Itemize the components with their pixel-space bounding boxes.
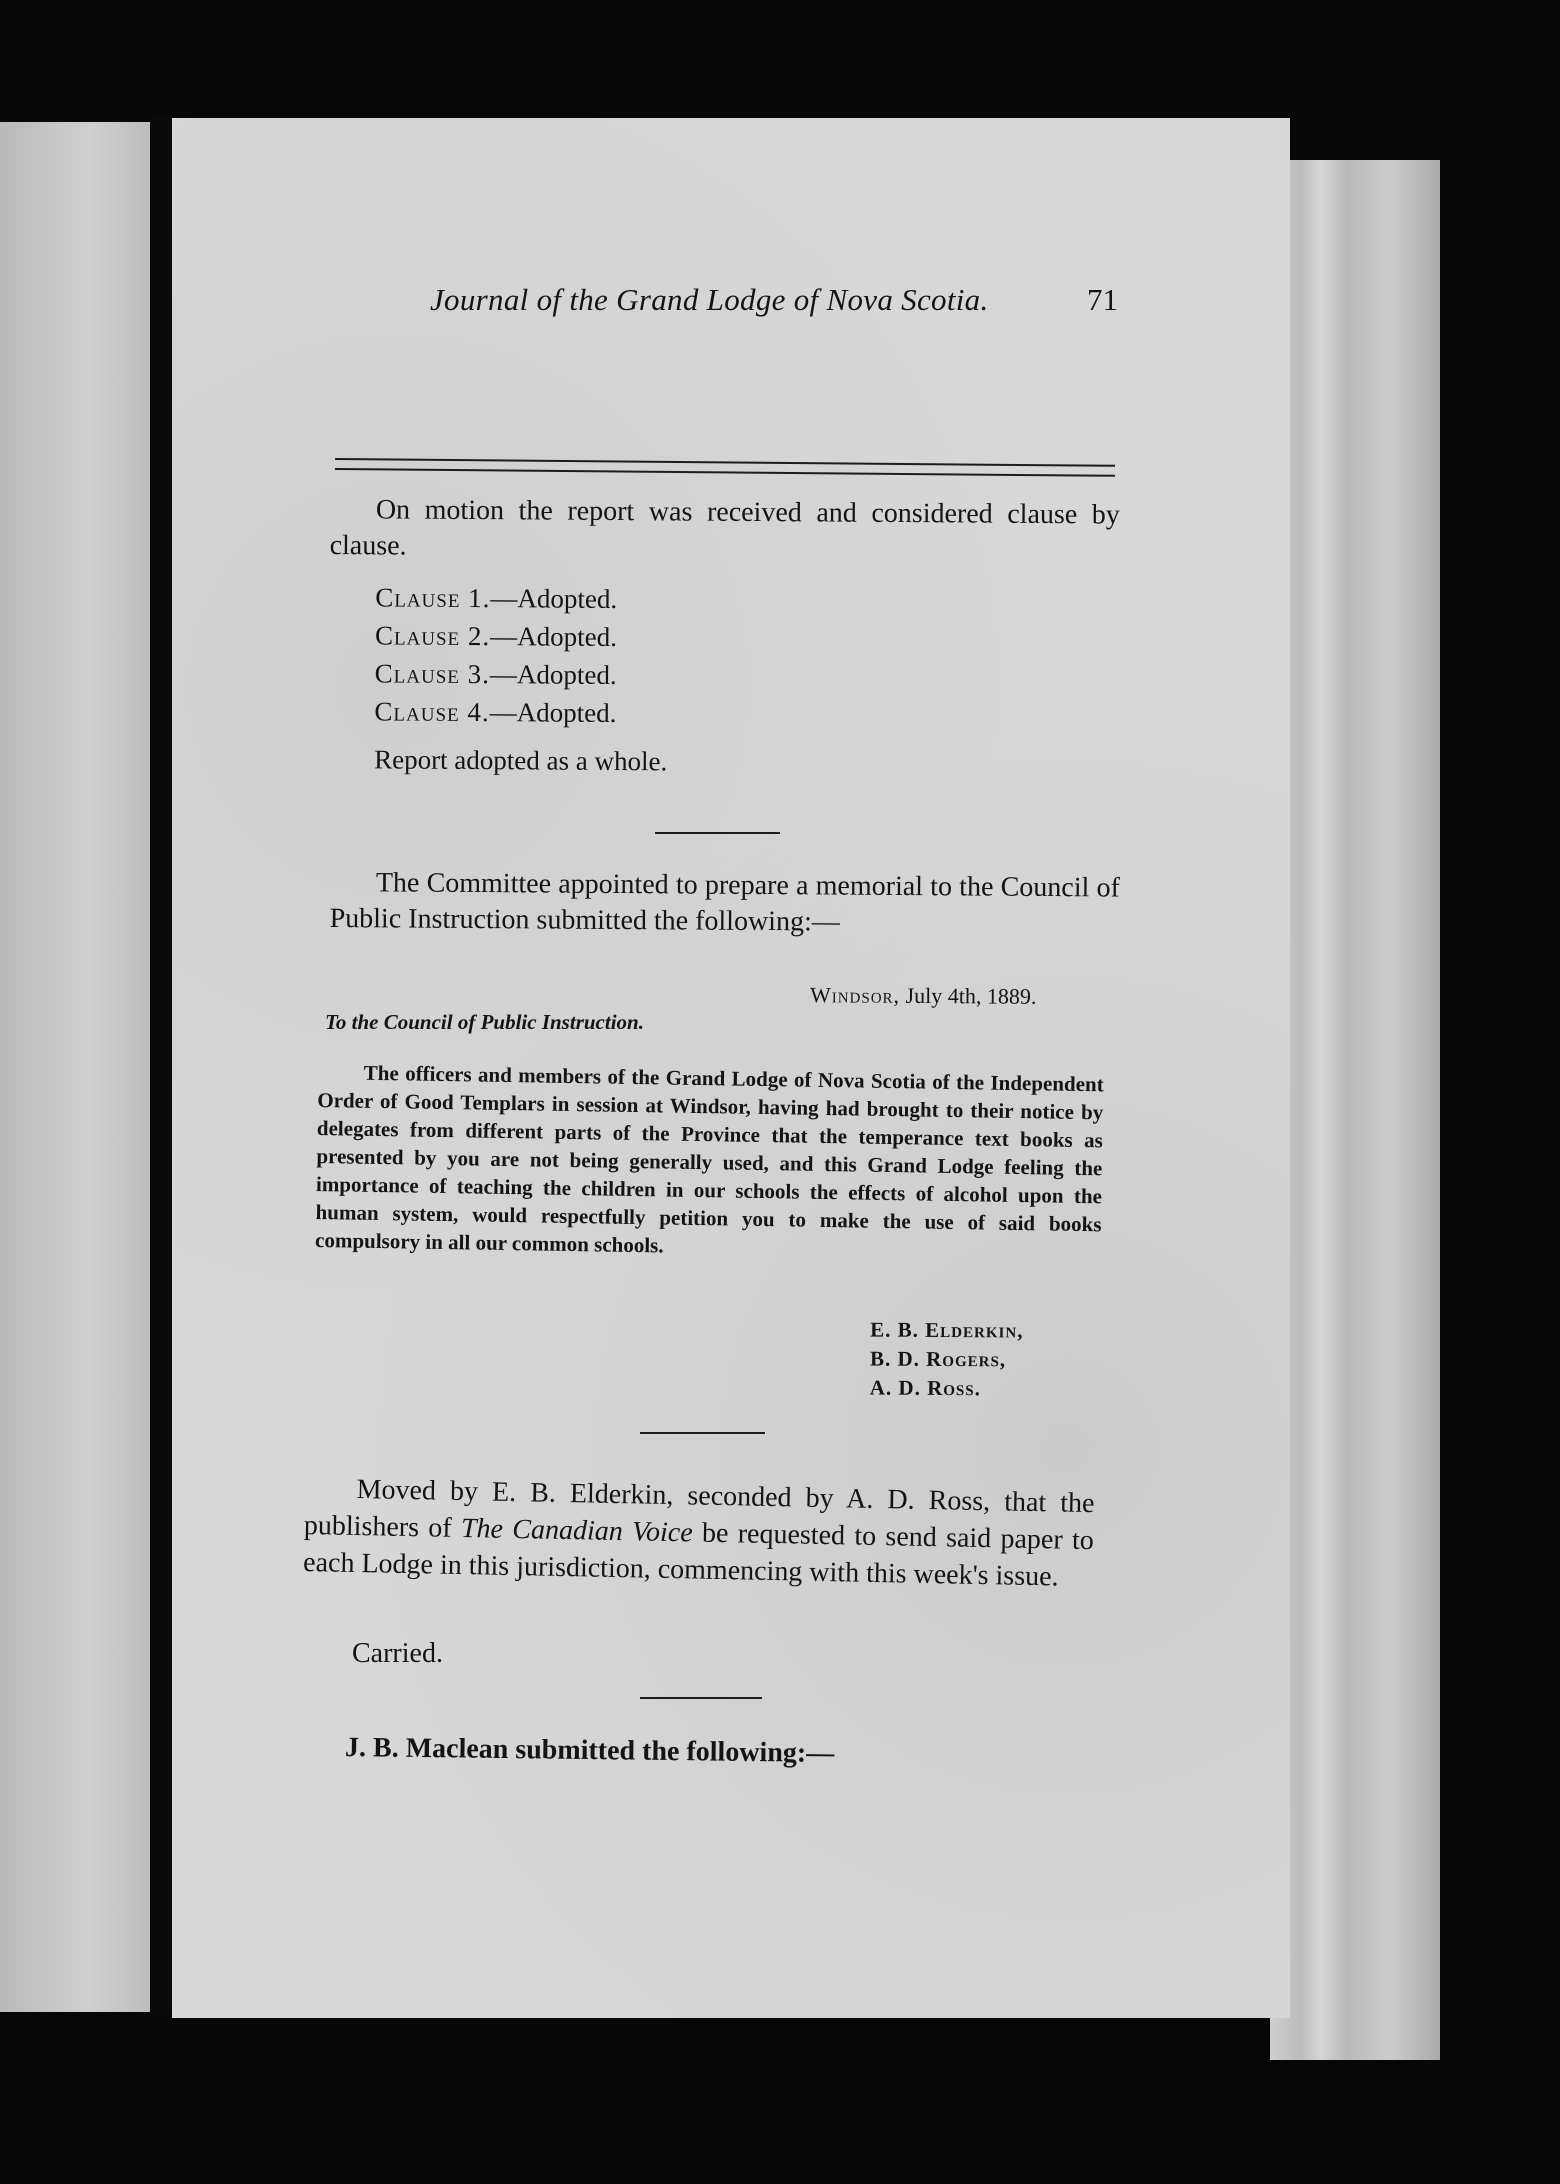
clause-item <box>329 654 1119 698</box>
report-adopted-line: Report adopted as a whole. <box>374 744 668 777</box>
motion-text: be requested to send said paper to each Lodge in this jurisdiction, commencing with this week's issue. <box>302 1517 1095 1593</box>
report-intro: On motion the report was received and considered clause by clause. <box>329 494 1120 562</box>
signatory: B. D. Rogers, <box>869 1346 1007 1372</box>
clause-label: Clause 1. <box>375 582 491 614</box>
signatory: A. D. Ross. <box>869 1375 981 1401</box>
memorial-date: July 4th, 1889. <box>905 982 1037 1009</box>
section-divider <box>640 1697 762 1699</box>
signatory: E. B. Elderkin, <box>870 1317 1024 1343</box>
clause-result: —Adopted. <box>489 659 617 691</box>
memorial-salutation: To the Council of Public Instruction. <box>325 1010 644 1034</box>
running-head <box>250 282 1118 342</box>
committee-intro: The Committee appointed to prepare a memorial to the Council of Public Instruction submitted the following:— <box>329 867 1120 938</box>
motion-result: Carried. <box>352 1638 443 1669</box>
clause-result: —Adopted. <box>489 697 617 729</box>
memorial-body: The officers and members of the Grand Lodge of Nova Scotia of the Independent Order of Good Templars in session at Windsor, having had brought to their notice by delegates from different parts of the Province that the temperance text books as presented by you are not being generally used, and this Grand Lodge feeling the importance of teaching the children in our schools the effects of alcohol upon the human system, would respectfully petition you to make the use of said books compulsory in all our common schools. <box>314 1060 1104 1258</box>
motion-paragraph <box>303 1470 1095 1596</box>
memorial-signatures <box>870 1315 1024 1403</box>
page-stack-edge <box>1270 160 1440 2060</box>
motion-text: Moved by E. B. Elderkin, seconded by A. D. Ross, that the publishers of <box>303 1473 1095 1545</box>
clause-label: Clause 3. <box>374 658 491 690</box>
clause-item <box>328 692 1118 736</box>
memorial-place: Windsor, <box>809 982 901 1008</box>
publication-title: The Canadian Voice <box>460 1513 694 1549</box>
closing-line: J. B. Maclean submitted the following:— <box>344 1732 835 1769</box>
clause-item <box>329 578 1119 622</box>
clause-result: —Adopted. <box>490 583 618 615</box>
running-title: Journal of the Grand Lodge of Nova Scotia. <box>430 282 989 317</box>
clause-label: Clause 2. <box>374 620 491 652</box>
memorial-dateline <box>810 982 1037 1010</box>
section-divider <box>640 1432 765 1434</box>
committee-intro-block <box>329 865 1119 943</box>
clause-item <box>329 616 1119 660</box>
clause-label: Clause 4. <box>374 696 490 728</box>
page-number: 71 <box>1087 282 1118 317</box>
report-section <box>328 492 1120 784</box>
clause-result: —Adopted. <box>490 621 618 653</box>
section-divider <box>655 832 780 834</box>
facing-page-edge <box>0 122 150 2012</box>
book-gutter <box>150 115 172 2015</box>
